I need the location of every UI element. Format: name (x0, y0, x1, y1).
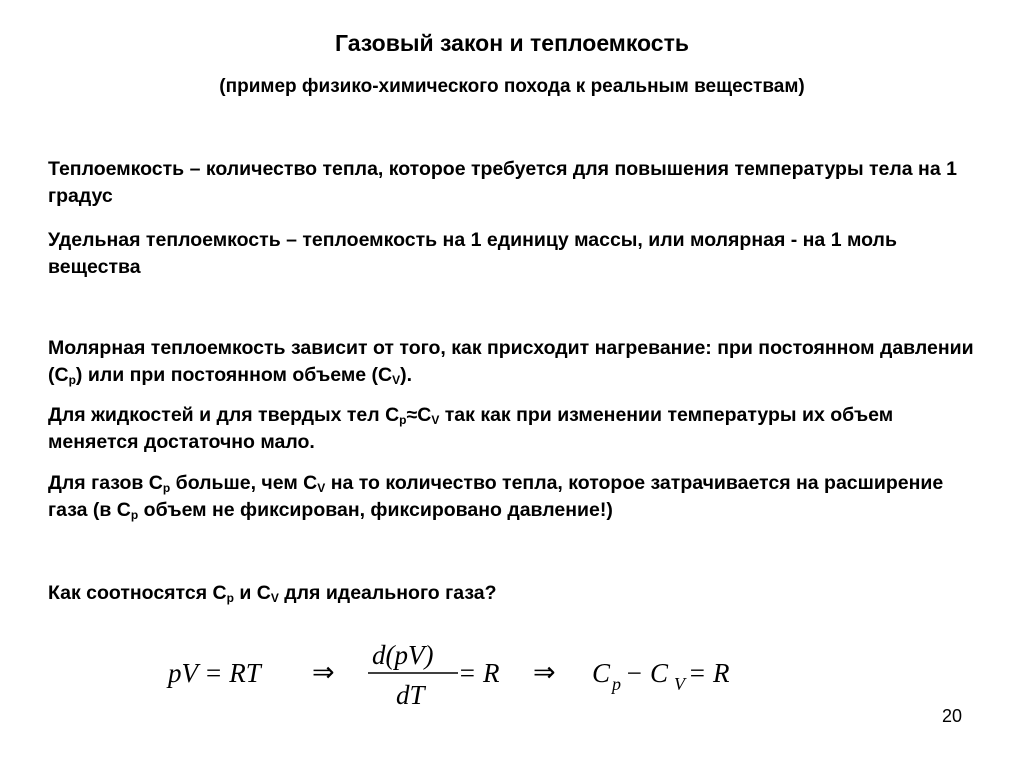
formula-cp: C (592, 658, 611, 688)
formula-cv-sub: V (674, 674, 685, 694)
fraction-denominator: dT (396, 680, 425, 710)
paragraph-gases: Для газов $C_p$ больше, чем $C_V$ на то количество тепла, которое затрачивается на расширение газа (в $C_p$ объем не фиксирован, фиксировано давление!) (48, 472, 944, 522)
fraction-numerator: d(pV) (372, 640, 434, 670)
implies-symbol-1: ⇒ (312, 657, 335, 687)
slide-title: Газовый закон и теплоемкость (335, 30, 689, 56)
paragraph-liquids-solids: Для жидкостей и для твердых тел $C_p\approx C_V$ так как при изменении температуры их объем меняется достаточно мало. (48, 404, 894, 453)
slide-subtitle: (пример физико-химического похода к реальным веществам) (219, 76, 805, 97)
slide-number: 20 (941, 706, 962, 726)
implies-symbol-2: ⇒ (533, 657, 556, 687)
formula-rhs: = R (688, 658, 730, 688)
formula-cp-sub: p (612, 674, 621, 694)
ideal-gas-formula (160, 628, 800, 718)
paragraph-question: Как соотносятся $C_p$ и $C_V$ для идеального газа? (48, 582, 497, 605)
formula-lhs: pV = RT (168, 658, 261, 688)
paragraph-heat-capacity: Теплоемкость – количество тепла, которое требуется для повышения температуры тела на 1 градус (48, 158, 957, 207)
paragraph-molar-heat: Молярная теплоемкость зависит от того, как присходит нагревание: при постоянном давлении $(C_p)$ или при постоянном объеме $(C_V)$. (48, 337, 974, 387)
formula-eq-r: = R (458, 658, 500, 688)
paragraph-specific-heat: Удельная теплоемкость – теплоемкость на 1 единицу массы, или молярная - на 1 моль вещества (48, 229, 897, 278)
formula-minus-cv: − C (625, 658, 668, 688)
